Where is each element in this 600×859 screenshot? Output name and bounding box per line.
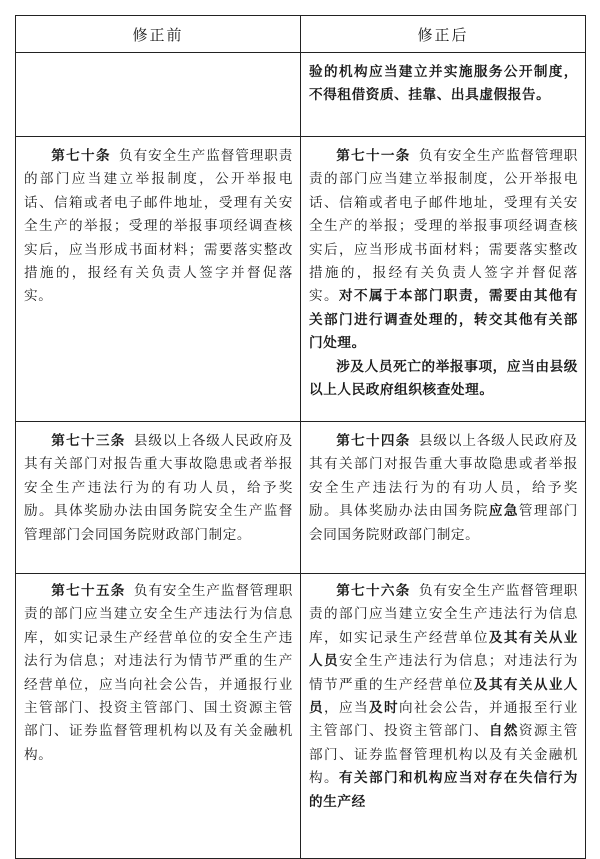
added-text: 应急 <box>488 503 519 520</box>
header-before: 修正前 <box>16 16 301 53</box>
article-paragraph <box>24 580 293 767</box>
article-number: 第七十六条 <box>336 583 411 599</box>
article-number: 第七十五条 <box>51 583 126 599</box>
article-number: 第七十四条 <box>336 433 411 449</box>
continued-paragraph: 验的机构应当建立并实施服务公开制度，不得租借资质、挂靠、出具虚假报告。 <box>309 64 578 104</box>
article-number: 第七十三条 <box>51 433 126 449</box>
article-text: 向社会公告，并通报 <box>398 700 534 717</box>
article-number: 第七十一条 <box>336 148 411 164</box>
article-text: 县级以上各级人民政府及其有关部门对报告重大事故隐患或者举报安全生产违法行为的有功人员，给予奖励。具体奖励办法由国务院安全生产监督管理部门会同国务院财政部门制定。 <box>24 433 293 543</box>
article-text: 至行业主管部门、投资主管部门、 <box>309 700 578 740</box>
article-text: 负有安全生产监督管理职责的部门应当建立安全生产违法行为信息库，如实记录生产经营单位的安全生产违法行为信息；对违法行为情节严重的生产经营单位，应当向社会公告，并通报行业主管部门、投资主管部门、国土资源主管部门、证券监督管理机构以及有关金融机构。 <box>24 583 293 763</box>
added-paragraph: 涉及人员死亡的举报事项，应当由县级以上人民政府组织核查处理。 <box>309 358 578 399</box>
added-text: 对不属于本部门职责，需要由其他有关部门进行调查处理的，转交其他有关部门处理。 <box>309 288 578 352</box>
added-text: 自然 <box>488 723 519 740</box>
before-cell <box>16 137 301 422</box>
law-amendment-comparison-table <box>15 15 586 859</box>
article-number: 第七十条 <box>51 148 111 164</box>
header-after: 修正后 <box>301 16 586 53</box>
article-text: 安全生产违法行为信息；对违法行为情节严重的生产经营单位 <box>309 653 578 693</box>
article-paragraph <box>24 145 293 309</box>
article-text: 负有安全生产监督管理职责的部门应当建立安全生产违法行为信息库，如实记录生产经营单位 <box>309 583 578 646</box>
added-text: 及时 <box>368 700 399 717</box>
table-header-row <box>16 16 586 53</box>
table-row <box>16 137 586 422</box>
article-paragraph <box>309 580 578 814</box>
table-row <box>16 422 586 574</box>
article-paragraph <box>309 145 578 356</box>
after-cell <box>301 422 586 574</box>
after-cell <box>301 574 586 859</box>
added-text: 有关部门和机构应当对存在失信行为的生产经 <box>309 770 578 810</box>
added-text: 及其有关从业人员 <box>309 629 578 670</box>
after-cell <box>301 53 586 137</box>
article-text: 资源主管部门、证券监督管理机构以及有关金融机构。 <box>309 723 579 787</box>
article-paragraph <box>24 430 293 547</box>
before-cell <box>16 422 301 574</box>
article-paragraph <box>309 430 578 547</box>
table-row <box>16 53 586 137</box>
article-text: 县级以上各级人民政府及其有关部门对报告重大事故隐患或者举报安全生产违法行为的有功人员，给予奖励。具体奖励办法由国务院 <box>309 433 578 520</box>
after-cell <box>301 137 586 422</box>
article-text: 管理部门会同国务院财政部门制定。 <box>309 503 579 543</box>
added-text: 及其有关从业人员 <box>309 676 578 717</box>
article-text: ，应当 <box>324 700 369 717</box>
before-cell <box>16 574 301 859</box>
before-cell-empty <box>16 53 301 137</box>
article-text: 负有安全生产监督管理职责的部门应当建立举报制度，公开举报电话、信箱或者电子邮件地址，受理有关安全生产的举报；受理的举报事项经调查核实后，应当形成书面材料；需要落实整改措施的，报经有关负责人签字并督促落实。 <box>309 148 578 305</box>
table-row <box>16 574 586 859</box>
article-text: 负有安全生产监督管理职责的部门应当建立举报制度，公开举报电话、信箱或者电子邮件地址，受理有关安全生产的举报；受理的举报事项经调查核实后，应当形成书面材料；需要落实整改措施的，报经有关负责人签字并督促落实。 <box>24 148 294 305</box>
